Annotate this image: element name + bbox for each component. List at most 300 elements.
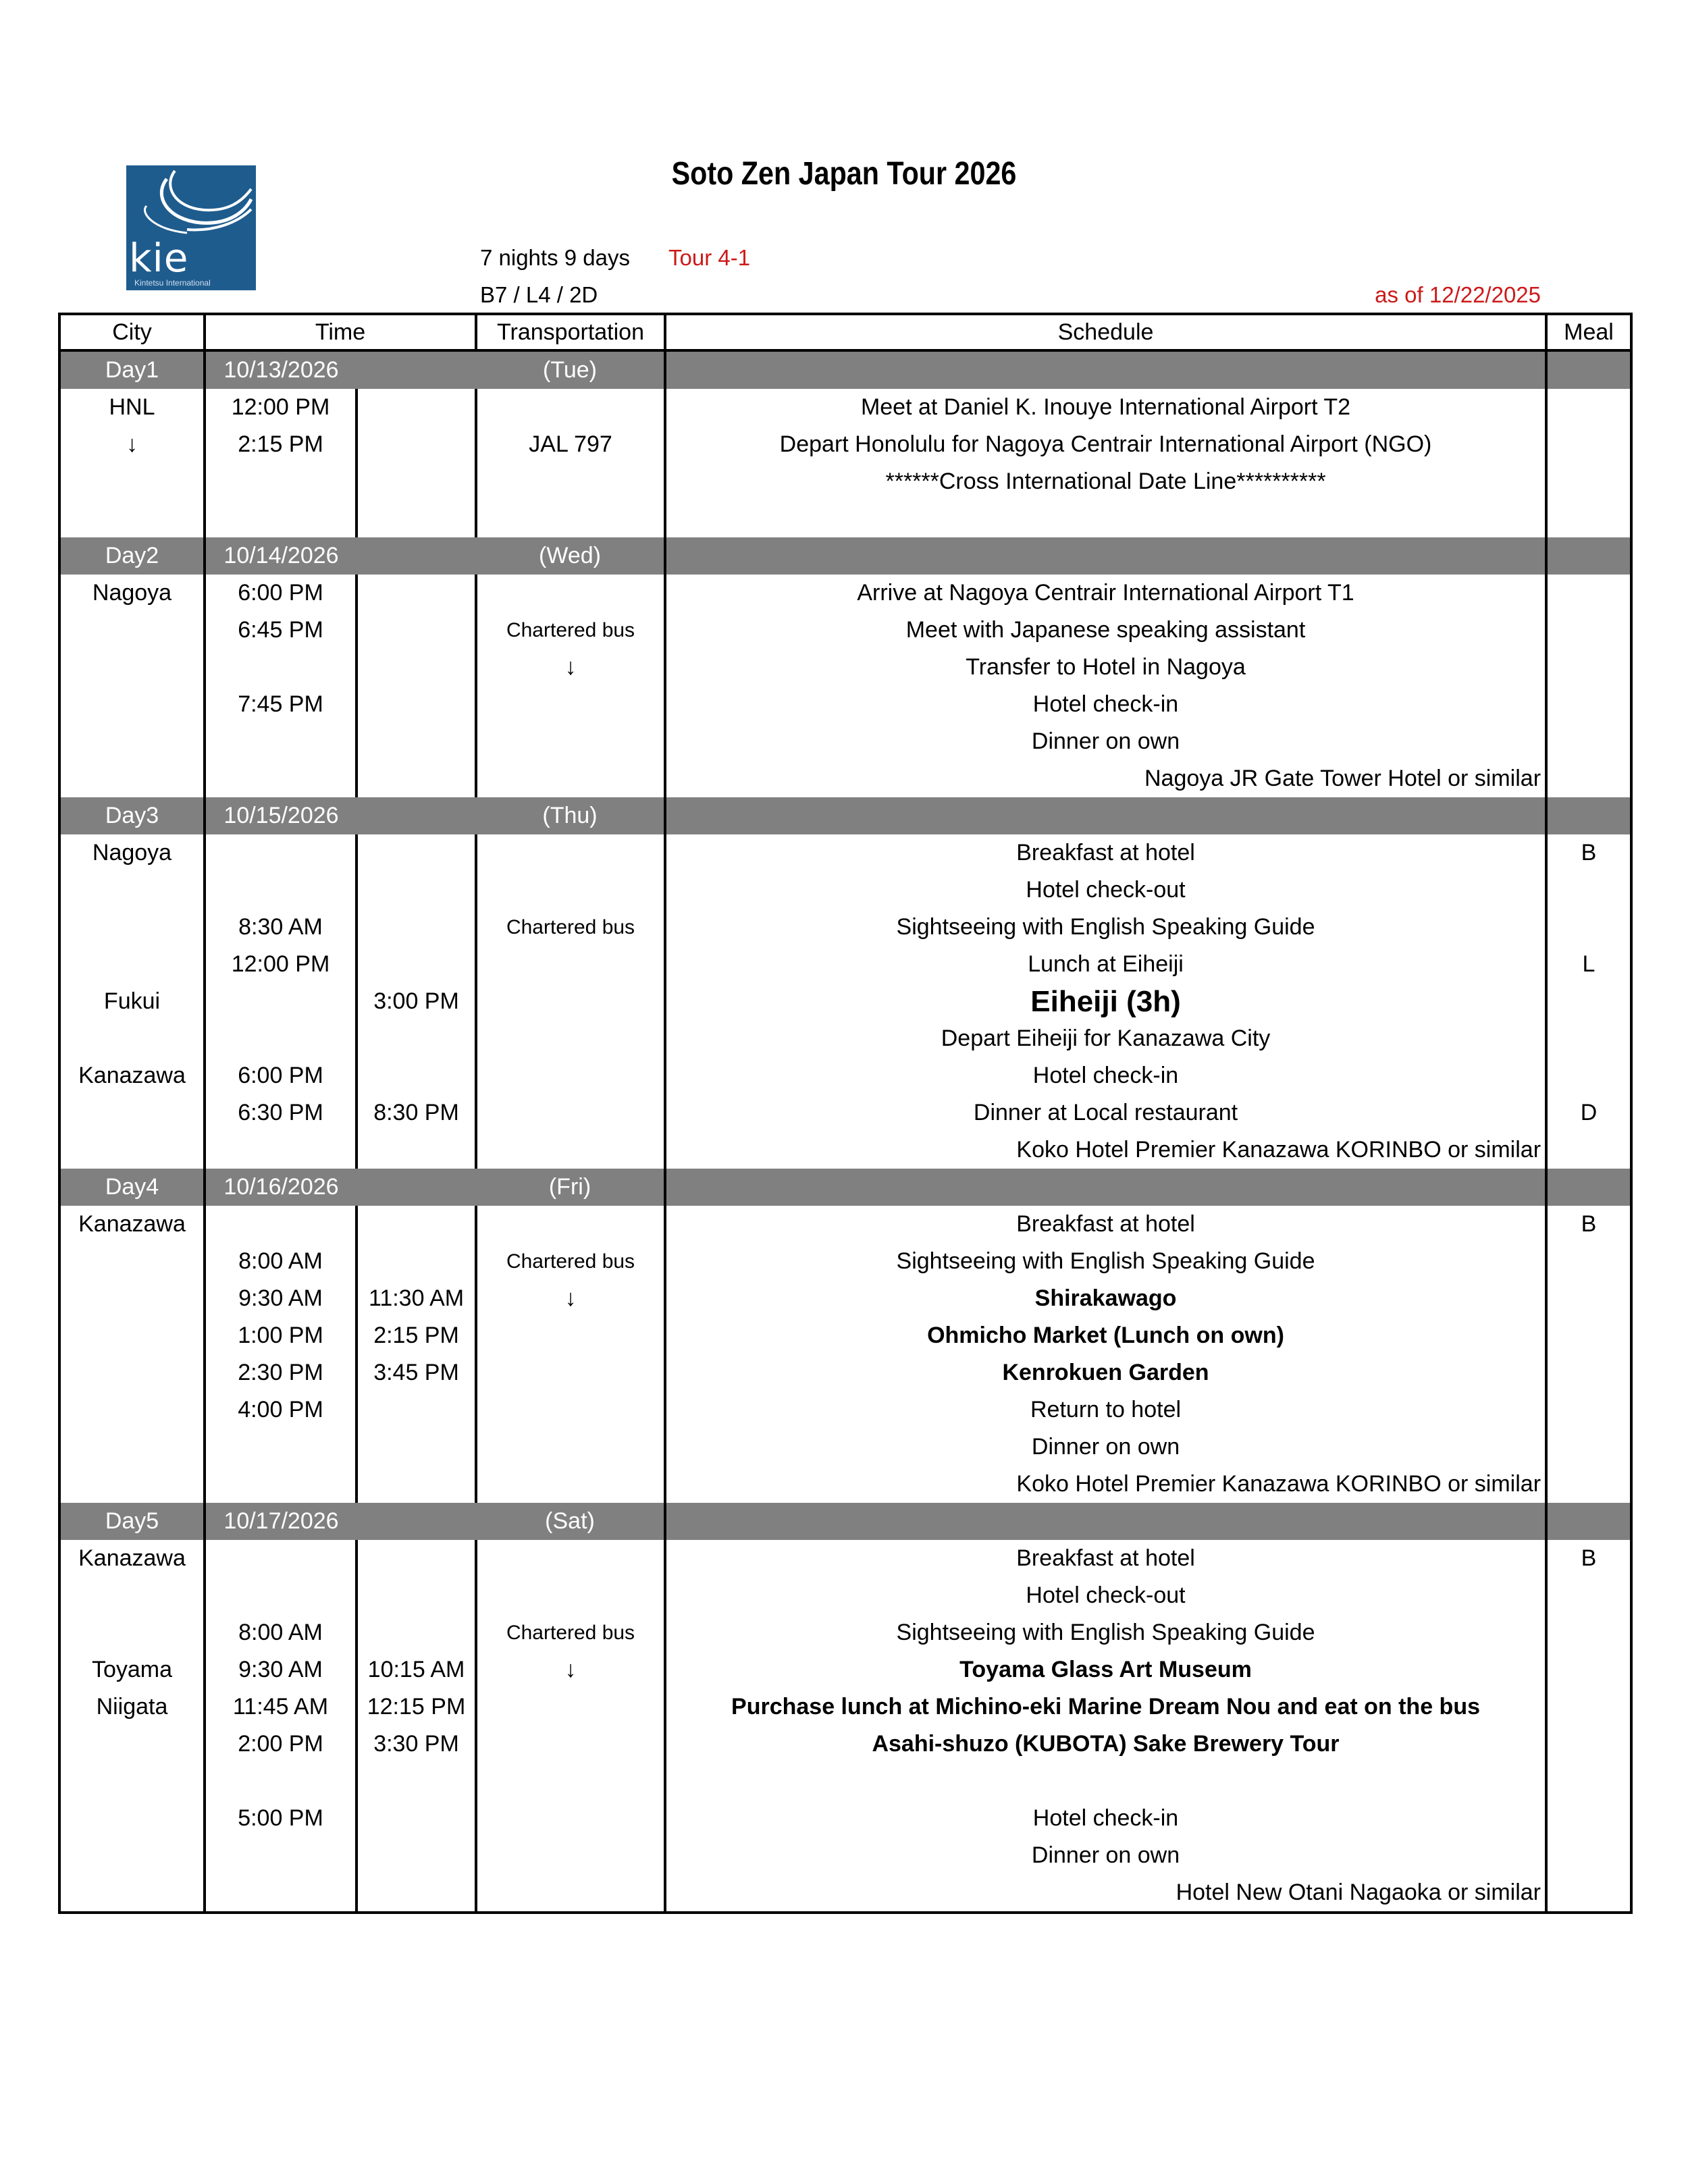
transportation-cell — [476, 1354, 665, 1391]
transportation-cell — [476, 575, 665, 612]
as-of-date: as of 12/22/2025 — [1375, 282, 1541, 307]
meal-cell — [1546, 649, 1631, 686]
logo-text: kie — [129, 235, 189, 281]
meal-cell — [1546, 389, 1631, 426]
schedule-cell: Asahi-shuzo (KUBOTA) Sake Brewery Tour — [665, 1726, 1546, 1763]
city-cell: Nagoya — [59, 575, 205, 612]
day-blank — [665, 797, 1546, 834]
transportation-cell: ↓ — [476, 1280, 665, 1317]
time-start-cell: 8:30 AM — [205, 909, 357, 946]
time-start-cell — [205, 760, 357, 797]
day-blank — [1546, 1503, 1631, 1540]
table-row — [59, 686, 1631, 723]
day-blank — [665, 350, 1546, 389]
city-cell — [59, 1020, 205, 1057]
meal-cell — [1546, 1651, 1631, 1688]
city-cell — [59, 1763, 205, 1800]
time-end-cell — [357, 1429, 476, 1466]
time-end-cell — [357, 1020, 476, 1057]
transportation-cell — [476, 723, 665, 760]
meal-cell — [1546, 686, 1631, 723]
tour-code: Tour 4-1 — [668, 245, 751, 270]
time-end-cell — [357, 1874, 476, 1913]
schedule-cell: Eiheiji (3h) — [665, 983, 1546, 1020]
table-row — [59, 834, 1631, 872]
schedule-cell: Hotel check-out — [665, 872, 1546, 909]
time-start-cell — [205, 1429, 357, 1466]
table-row — [59, 1354, 1631, 1391]
meal-cell — [1546, 1429, 1631, 1466]
time-start-cell: 6:00 PM — [205, 575, 357, 612]
schedule-cell: Breakfast at hotel — [665, 1540, 1546, 1577]
schedule-cell: Purchase lunch at Michino-eki Marine Dream Nou and eat on the bus — [665, 1688, 1546, 1726]
table-row — [59, 1206, 1631, 1243]
transportation-cell — [476, 1800, 665, 1837]
time-start-cell — [205, 1874, 357, 1913]
city-cell — [59, 1874, 205, 1913]
city-cell — [59, 1131, 205, 1169]
time-end-cell — [357, 1466, 476, 1503]
table-row — [59, 983, 1631, 1020]
table-row — [59, 575, 1631, 612]
time-end-cell — [357, 1206, 476, 1243]
time-end-cell — [357, 1800, 476, 1837]
transportation-cell — [476, 1763, 665, 1800]
meal-cell: B — [1546, 834, 1631, 872]
table-row — [59, 1726, 1631, 1763]
time-end-cell — [357, 686, 476, 723]
time-start-cell: 8:00 AM — [205, 1243, 357, 1280]
time-end-cell — [357, 946, 476, 983]
schedule-cell — [665, 1763, 1546, 1800]
day-blank — [1546, 537, 1631, 575]
time-end-cell — [357, 500, 476, 537]
time-start-cell: 5:00 PM — [205, 1800, 357, 1837]
table-row — [59, 872, 1631, 909]
transportation-cell: ↓ — [476, 649, 665, 686]
transportation-cell — [476, 686, 665, 723]
city-cell — [59, 946, 205, 983]
time-start-cell — [205, 500, 357, 537]
day-label: Day2 — [59, 537, 205, 575]
day-blank — [1546, 797, 1631, 834]
day-blank — [1546, 1169, 1631, 1206]
transportation-cell — [476, 463, 665, 500]
city-cell — [59, 1466, 205, 1503]
meal-cell — [1546, 1131, 1631, 1169]
schedule-cell: Hotel check-in — [665, 1800, 1546, 1837]
city-cell: Kanazawa — [59, 1206, 205, 1243]
table-row — [59, 1688, 1631, 1726]
time-end-cell — [357, 575, 476, 612]
meal-cell — [1546, 612, 1631, 649]
day-label: Day1 — [59, 350, 205, 389]
table-row — [59, 909, 1631, 946]
schedule-cell: Dinner at Local restaurant — [665, 1094, 1546, 1131]
transportation-cell — [476, 1540, 665, 1577]
time-end-cell — [357, 612, 476, 649]
transportation-cell — [476, 1837, 665, 1874]
time-start-cell — [205, 1763, 357, 1800]
schedule-cell: Transfer to Hotel in Nagoya — [665, 649, 1546, 686]
time-end-cell: 3:30 PM — [357, 1726, 476, 1763]
meal-cell: B — [1546, 1540, 1631, 1577]
city-cell — [59, 1354, 205, 1391]
time-start-cell: 2:30 PM — [205, 1354, 357, 1391]
time-start-cell — [205, 463, 357, 500]
schedule-cell: Return to hotel — [665, 1391, 1546, 1429]
schedule-cell: Depart Honolulu for Nagoya Centrair International Airport (NGO) — [665, 426, 1546, 463]
schedule-cell: Depart Eiheiji for Kanazawa City — [665, 1020, 1546, 1057]
time-end-cell: 2:15 PM — [357, 1317, 476, 1354]
meal-cell — [1546, 1726, 1631, 1763]
schedule-cell: Dinner on own — [665, 1837, 1546, 1874]
transportation-cell — [476, 1131, 665, 1169]
transportation-cell — [476, 1429, 665, 1466]
meal-cell: B — [1546, 1206, 1631, 1243]
time-end-cell: 11:30 AM — [357, 1280, 476, 1317]
day-weekday: (Sat) — [476, 1503, 665, 1540]
schedule-cell: Koko Hotel Premier Kanazawa KORINBO or similar — [665, 1466, 1546, 1503]
time-start-cell — [205, 1206, 357, 1243]
meal-cell — [1546, 1243, 1631, 1280]
time-start-cell: 1:00 PM — [205, 1317, 357, 1354]
meal-cell — [1546, 463, 1631, 500]
meal-cell — [1546, 1391, 1631, 1429]
table-row — [59, 1577, 1631, 1614]
time-start-cell — [205, 1020, 357, 1057]
time-end-cell — [357, 1131, 476, 1169]
meal-cell: D — [1546, 1094, 1631, 1131]
schedule-cell: Lunch at Eiheiji — [665, 946, 1546, 983]
city-cell: Fukui — [59, 983, 205, 1020]
meal-cell — [1546, 1614, 1631, 1651]
meal-cell — [1546, 909, 1631, 946]
meal-cell — [1546, 1020, 1631, 1057]
table-header-row — [59, 314, 1631, 350]
meal-cell — [1546, 983, 1631, 1020]
time-end-cell — [357, 1837, 476, 1874]
meal-cell — [1546, 575, 1631, 612]
meal-cell — [1546, 1354, 1631, 1391]
city-cell — [59, 909, 205, 946]
time-end-cell — [357, 723, 476, 760]
day-header-row — [59, 1169, 1631, 1206]
time-end-cell — [357, 1763, 476, 1800]
meal-cell — [1546, 872, 1631, 909]
day-header-row — [59, 797, 1631, 834]
transportation-cell — [476, 1020, 665, 1057]
meal-cell — [1546, 1874, 1631, 1913]
transportation-cell: Chartered bus — [476, 612, 665, 649]
time-start-cell: 2:00 PM — [205, 1726, 357, 1763]
table-row — [59, 1763, 1631, 1800]
time-start-cell — [205, 1577, 357, 1614]
transportation-cell — [476, 1391, 665, 1429]
day-blank — [357, 1503, 476, 1540]
transportation-cell — [476, 983, 665, 1020]
city-cell: Niigata — [59, 1688, 205, 1726]
day-blank — [357, 1169, 476, 1206]
meal-cell — [1546, 1057, 1631, 1094]
table-row — [59, 1131, 1631, 1169]
time-start-cell: 8:00 AM — [205, 1614, 357, 1651]
transportation-cell — [476, 500, 665, 537]
day-date: 10/14/2026 — [205, 537, 357, 575]
schedule-cell: Shirakawago — [665, 1280, 1546, 1317]
time-end-cell — [357, 909, 476, 946]
schedule-cell: Breakfast at hotel — [665, 1206, 1546, 1243]
day-blank — [665, 1169, 1546, 1206]
schedule-cell: ******Cross International Date Line********** — [665, 463, 1546, 500]
schedule-cell: Ohmicho Market (Lunch on own) — [665, 1317, 1546, 1354]
city-cell — [59, 1800, 205, 1837]
day-blank — [357, 797, 476, 834]
schedule-cell: Hotel New Otani Nagaoka or similar — [665, 1874, 1546, 1913]
table-row — [59, 723, 1631, 760]
col-header-transportation: Transportation — [476, 314, 665, 350]
col-header-schedule: Schedule — [665, 314, 1546, 350]
time-start-cell: 6:30 PM — [205, 1094, 357, 1131]
itinerary-table — [58, 313, 1633, 1914]
city-cell — [59, 612, 205, 649]
tour-duration: 7 nights 9 days — [480, 245, 630, 270]
transportation-cell — [476, 1726, 665, 1763]
day-blank — [357, 537, 476, 575]
schedule-cell: Dinner on own — [665, 1429, 1546, 1466]
page-title: Soto Zen Japan Tour 2026 — [671, 156, 1017, 192]
schedule-cell: Hotel check-in — [665, 1057, 1546, 1094]
transportation-cell — [476, 1466, 665, 1503]
table-row — [59, 426, 1631, 463]
time-start-cell — [205, 649, 357, 686]
time-start-cell: 9:30 AM — [205, 1651, 357, 1688]
table-row — [59, 1094, 1631, 1131]
time-start-cell — [205, 1837, 357, 1874]
city-cell — [59, 1094, 205, 1131]
transportation-cell: ↓ — [476, 1651, 665, 1688]
col-header-meal: Meal — [1546, 314, 1631, 350]
col-header-time: Time — [205, 314, 476, 350]
day-weekday: (Fri) — [476, 1169, 665, 1206]
city-cell — [59, 1577, 205, 1614]
time-start-cell: 2:15 PM — [205, 426, 357, 463]
time-end-cell — [357, 872, 476, 909]
time-start-cell — [205, 1131, 357, 1169]
schedule-cell: Toyama Glass Art Museum — [665, 1651, 1546, 1688]
meal-cell — [1546, 723, 1631, 760]
transportation-cell: JAL 797 — [476, 426, 665, 463]
table-row — [59, 946, 1631, 983]
time-start-cell: 12:00 PM — [205, 389, 357, 426]
day-header-row — [59, 1503, 1631, 1540]
meal-cell: L — [1546, 946, 1631, 983]
schedule-cell: Sightseeing with English Speaking Guide — [665, 1614, 1546, 1651]
time-end-cell: 8:30 PM — [357, 1094, 476, 1131]
time-end-cell — [357, 389, 476, 426]
time-start-cell: 11:45 AM — [205, 1688, 357, 1726]
logo-subtext: Kintetsu International — [134, 278, 211, 288]
time-end-cell — [357, 760, 476, 797]
day-blank — [357, 350, 476, 389]
schedule-cell — [665, 500, 1546, 537]
day-blank — [665, 1503, 1546, 1540]
city-cell — [59, 1614, 205, 1651]
city-cell — [59, 1726, 205, 1763]
meal-cell — [1546, 760, 1631, 797]
table-row — [59, 1800, 1631, 1837]
day-date: 10/16/2026 — [205, 1169, 357, 1206]
time-end-cell — [357, 426, 476, 463]
schedule-cell: Koko Hotel Premier Kanazawa KORINBO or similar — [665, 1131, 1546, 1169]
time-start-cell: 9:30 AM — [205, 1280, 357, 1317]
time-start-cell — [205, 1540, 357, 1577]
table-row — [59, 1651, 1631, 1688]
transportation-cell — [476, 1094, 665, 1131]
table-row — [59, 1391, 1631, 1429]
time-end-cell — [357, 1391, 476, 1429]
transportation-cell — [476, 1688, 665, 1726]
transportation-cell — [476, 1206, 665, 1243]
time-start-cell: 6:00 PM — [205, 1057, 357, 1094]
time-end-cell — [357, 834, 476, 872]
table-row — [59, 1837, 1631, 1874]
time-end-cell — [357, 1243, 476, 1280]
city-cell — [59, 872, 205, 909]
day-weekday: (Thu) — [476, 797, 665, 834]
time-start-cell: 6:45 PM — [205, 612, 357, 649]
meal-cell — [1546, 1688, 1631, 1726]
transportation-cell — [476, 834, 665, 872]
city-cell — [59, 1391, 205, 1429]
city-cell — [59, 686, 205, 723]
city-cell — [59, 1243, 205, 1280]
meals-summary: B7 / L4 / 2D — [480, 282, 598, 307]
day-date: 10/13/2026 — [205, 350, 357, 389]
time-start-cell — [205, 872, 357, 909]
transportation-cell — [476, 872, 665, 909]
table-row — [59, 760, 1631, 797]
time-end-cell: 3:00 PM — [357, 983, 476, 1020]
transportation-cell — [476, 1874, 665, 1913]
city-cell — [59, 1280, 205, 1317]
time-start-cell: 7:45 PM — [205, 686, 357, 723]
schedule-cell: Arrive at Nagoya Centrair International Airport T1 — [665, 575, 1546, 612]
transportation-cell — [476, 760, 665, 797]
time-end-cell: 12:15 PM — [357, 1688, 476, 1726]
day-weekday: (Tue) — [476, 350, 665, 389]
table-row — [59, 500, 1631, 537]
time-end-cell — [357, 1057, 476, 1094]
meal-cell — [1546, 1800, 1631, 1837]
city-cell — [59, 649, 205, 686]
time-end-cell — [357, 463, 476, 500]
city-cell — [59, 1837, 205, 1874]
table-row — [59, 1540, 1631, 1577]
day-header-row — [59, 537, 1631, 575]
table-row — [59, 1874, 1631, 1913]
time-start-cell — [205, 1466, 357, 1503]
meal-cell — [1546, 1317, 1631, 1354]
time-end-cell — [357, 1540, 476, 1577]
schedule-cell: Hotel check-in — [665, 686, 1546, 723]
schedule-cell: Breakfast at hotel — [665, 834, 1546, 872]
meal-cell — [1546, 1577, 1631, 1614]
table-row — [59, 649, 1631, 686]
schedule-cell: Sightseeing with English Speaking Guide — [665, 909, 1546, 946]
city-cell: HNL — [59, 389, 205, 426]
city-cell: Toyama — [59, 1651, 205, 1688]
table-row — [59, 1057, 1631, 1094]
city-cell — [59, 1317, 205, 1354]
day-date: 10/15/2026 — [205, 797, 357, 834]
transportation-cell: Chartered bus — [476, 909, 665, 946]
time-end-cell — [357, 649, 476, 686]
transportation-cell — [476, 1317, 665, 1354]
time-end-cell: 3:45 PM — [357, 1354, 476, 1391]
city-cell: Kanazawa — [59, 1057, 205, 1094]
col-header-city: City — [59, 314, 205, 350]
transportation-cell: Chartered bus — [476, 1243, 665, 1280]
transportation-cell — [476, 1057, 665, 1094]
table-row — [59, 1020, 1631, 1057]
day-label: Day3 — [59, 797, 205, 834]
transportation-cell — [476, 389, 665, 426]
time-end-cell: 10:15 AM — [357, 1651, 476, 1688]
schedule-cell: Hotel check-out — [665, 1577, 1546, 1614]
day-label: Day5 — [59, 1503, 205, 1540]
meal-cell — [1546, 1466, 1631, 1503]
meal-cell — [1546, 1763, 1631, 1800]
table-row — [59, 1614, 1631, 1651]
city-cell — [59, 760, 205, 797]
schedule-cell: Sightseeing with English Speaking Guide — [665, 1243, 1546, 1280]
time-start-cell: 12:00 PM — [205, 946, 357, 983]
schedule-cell: Meet at Daniel K. Inouye International Airport T2 — [665, 389, 1546, 426]
meal-cell — [1546, 426, 1631, 463]
time-start-cell — [205, 834, 357, 872]
schedule-cell: Dinner on own — [665, 723, 1546, 760]
schedule-cell: Meet with Japanese speaking assistant — [665, 612, 1546, 649]
day-date: 10/17/2026 — [205, 1503, 357, 1540]
transportation-cell — [476, 946, 665, 983]
table-row — [59, 1317, 1631, 1354]
meal-cell — [1546, 500, 1631, 537]
schedule-cell: Kenrokuen Garden — [665, 1354, 1546, 1391]
city-cell — [59, 723, 205, 760]
table-row — [59, 612, 1631, 649]
table-row — [59, 1429, 1631, 1466]
meal-cell — [1546, 1280, 1631, 1317]
city-cell: Nagoya — [59, 834, 205, 872]
city-cell: ↓ — [59, 426, 205, 463]
city-cell — [59, 1429, 205, 1466]
day-blank — [1546, 350, 1631, 389]
table-row — [59, 1466, 1631, 1503]
table-row — [59, 463, 1631, 500]
city-cell — [59, 500, 205, 537]
transportation-cell — [476, 1577, 665, 1614]
day-blank — [665, 537, 1546, 575]
time-end-cell — [357, 1577, 476, 1614]
schedule-cell: Nagoya JR Gate Tower Hotel or similar — [665, 760, 1546, 797]
table-row — [59, 1280, 1631, 1317]
table-row — [59, 389, 1631, 426]
city-cell: Kanazawa — [59, 1540, 205, 1577]
day-header-row — [59, 350, 1631, 389]
time-start-cell — [205, 983, 357, 1020]
day-weekday: (Wed) — [476, 537, 665, 575]
